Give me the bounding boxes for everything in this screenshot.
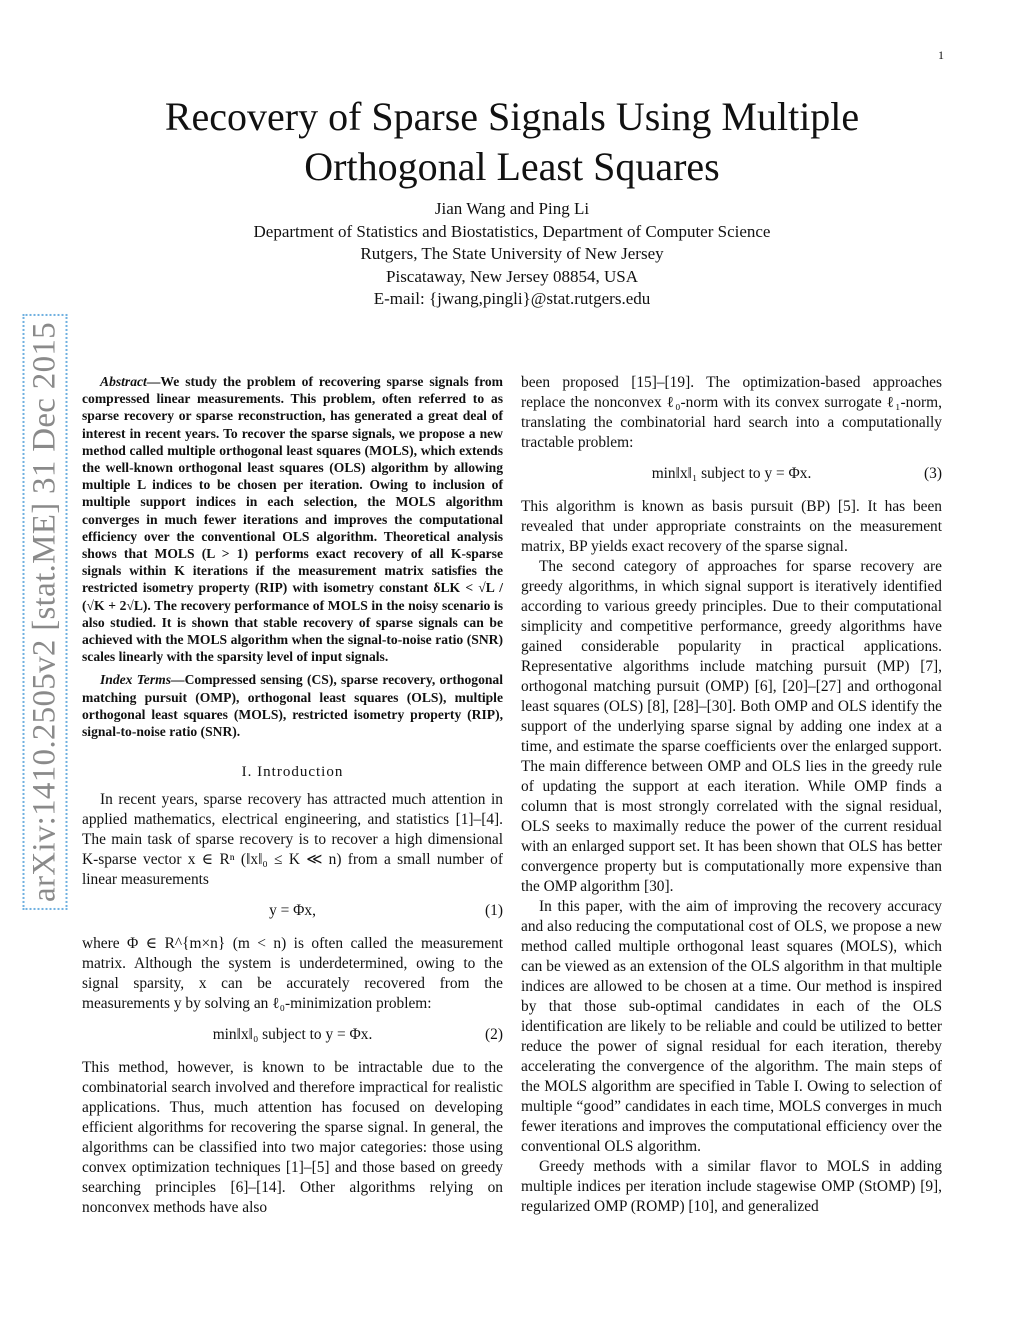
author-affiliation-dept: Department of Statistics and Biostatistics, Department of Computer Science xyxy=(253,221,771,241)
right-paragraph-3: The second category of approaches for sparse recovery are greedy algorithms, in which signal support is iteratively identified according to various greedy principles. Due to their computational simplicity and competitive performance, greedy algorithms have gained considerable popularity in practical applications. Representative algorithms include matching pursuit (MP) [7], orthogonal matching pursuit (OMP) [6], [20]–[27] and orthogonal least squares (OLS) [8], [28]–[30]. Both OMP and OLS identify the support of the underlying sparse signal by adding one index at a time, and estimate the sparse coefficients over the enlarged support. The main difference between OMP and OLS lies in the greedy rule of updating the support at each iteration. While OMP finds a column that is most strongly correlated with the signal residual, OLS seeks to maximally reduce the power of the current residual with an enlarged support set. It has been shown that OLS has better convergence property but is computationally more expensive than the OMP algorithm [30]. xyxy=(521,558,942,895)
title-line-2: Orthogonal Least Squares xyxy=(304,144,720,189)
author-names: Jian Wang and Ping Li xyxy=(434,199,590,218)
left-column xyxy=(82,373,503,1218)
page-number: 1 xyxy=(938,48,944,62)
equation-3 xyxy=(521,461,942,487)
intro-paragraph-1: In recent years, sparse recovery has attracted much attention in applied mathematics, electrical engineering, and statistics [1]–[4]. The main task of sparse recovery is to recover a high dimensional K-sparse vector x ∈ Rⁿ (‖x‖₀ ≤ K ≪ n) from a small number of linear measurements xyxy=(82,791,503,889)
right-column xyxy=(521,373,942,1217)
equation-2-body: min‖x‖₀ subject to y = Φx. xyxy=(212,1026,373,1044)
equation-1-body: y = Φx, xyxy=(269,902,316,920)
arxiv-stamp: arXiv:1410.2505v2 [stat.ME] 31 Dec 2015 xyxy=(23,314,68,910)
intro-paragraph-2: where Φ ∈ R^{m×n} (m < n) is often called the measurement matrix. Although the system is underdetermined, owing to the signal sparsity, x can be accurately recovered from the measurements y by solving an ℓ₀-minimization problem: xyxy=(82,935,503,1013)
author-affiliation-univ: Rutgers, The State University of New Jersey xyxy=(360,244,664,263)
equation-2-number: (2) xyxy=(485,1026,503,1044)
section-heading: I. Introduction xyxy=(241,764,344,781)
author-block xyxy=(100,198,924,311)
author-email: E-mail: {jwang,pingli}@stat.rutgers.edu xyxy=(373,289,651,308)
abstract xyxy=(82,373,503,740)
index-terms-text: Compressed sensing (CS), sparse recovery, orthogonal matching pursuit (OMP), orthogonal least squares (OLS), multiple orthogonal least squares (MOLS), restricted isometry property (RIP), signal-to-noise ratio (SNR). xyxy=(82,672,503,740)
equation-3-body: min‖x‖₁ subject to y = Φx. xyxy=(651,465,812,482)
equation-1-number: (1) xyxy=(485,902,503,920)
right-paragraph-1: been proposed [15]–[19]. The optimization-based approaches replace the nonconvex ℓ₀-norm with its convex surrogate ℓ₁-norm, translating the combinatorial hard search into a computationally tractable problem: xyxy=(521,374,942,451)
right-paragraph-5: Greedy methods with a similar flavor to MOLS in adding multiple indices per iteration include stagewise OMP (StOMP) [9], regularized OMP (ROMP) [10], and generalized xyxy=(521,1158,942,1215)
paper-title xyxy=(100,92,924,192)
equation-3-number: (3) xyxy=(924,465,942,482)
equation-2 xyxy=(82,1022,503,1048)
intro-paragraph-3: This method, however, is known to be intractable due to the combinatorial search involved and therefore impractical for realistic applications. Thus, much attention has focused on developing efficient algorithms for recovering the sparse signal. In general, the algorithms can be classified into two major categories: those using convex optimization techniques [1]–[5] and those based on greedy searching principles [6]–[14]. Other algorithms relying on nonconvex methods have also xyxy=(82,1059,503,1217)
title-line-1: Recovery of Sparse Signals Using Multiple xyxy=(164,94,860,139)
author-affiliation-city: Piscataway, New Jersey 08854, USA xyxy=(386,266,638,286)
right-paragraph-4: In this paper, with the aim of improving the recovery accuracy and also reducing the computational cost of OLS, we propose a new method called multiple orthogonal least squares (MOLS), which can be viewed as an extension of the OLS algorithm in that multiple indices are allowed to be chosen at a time. Our method is inspired by that those sub-optimal candidates in each of the OLS identification are likely to be reliable and could be utilized to better reduce the power of signal residual for each iteration, thereby accelerating the convergence of the algorithm. The main steps of the MOLS algorithm are specified in Table I. Owing to selection of multiple “good” candidates in each time, MOLS converges in much fewer iterations and improves the computational efficiency over the conventional OLS algorithm. xyxy=(521,898,942,1155)
equation-1 xyxy=(82,898,503,924)
abstract-label: Abstract— xyxy=(100,374,161,389)
right-paragraph-2: This algorithm is known as basis pursuit (BP) [5]. It has been revealed that under appropriate constraints on the measurement matrix, BP yields exact recovery of the sparse signal. xyxy=(521,498,942,555)
index-terms-label: Index Terms— xyxy=(100,672,185,688)
abstract-text: We study the problem of recovering sparse signals from compressed linear measurements. This problem, often referred to as sparse recovery or sparse reconstruction, has generated a great deal of interest in recent years. To recover the sparse signals, we propose a new method called multiple orthogonal least squares (MOLS), which extends the well-known orthogonal least squares (OLS) algorithm by allowing multiple L indices to be chosen per iteration. Owing to inclusion of multiple support indices in each selection, the MOLS algorithm converges in much fewer iterations and improves the computational efficiency over the conventional OLS algorithm. Theoretical analysis shows that MOLS (L > 1) performs exact recovery of all K-sparse signals within K iterations if the measurement matrix satisfies the restricted isometry property (RIP) with isometry constant δLK < √L / (√K + 2√L). The recovery performance of MOLS in the noisy scenario is also studied. It is shown that stable recovery of sparse signals can be achieved with the MOLS algorithm when the signal-to-noise ratio (SNR) scales linearly with the sparsity level of input signals. xyxy=(82,374,503,665)
